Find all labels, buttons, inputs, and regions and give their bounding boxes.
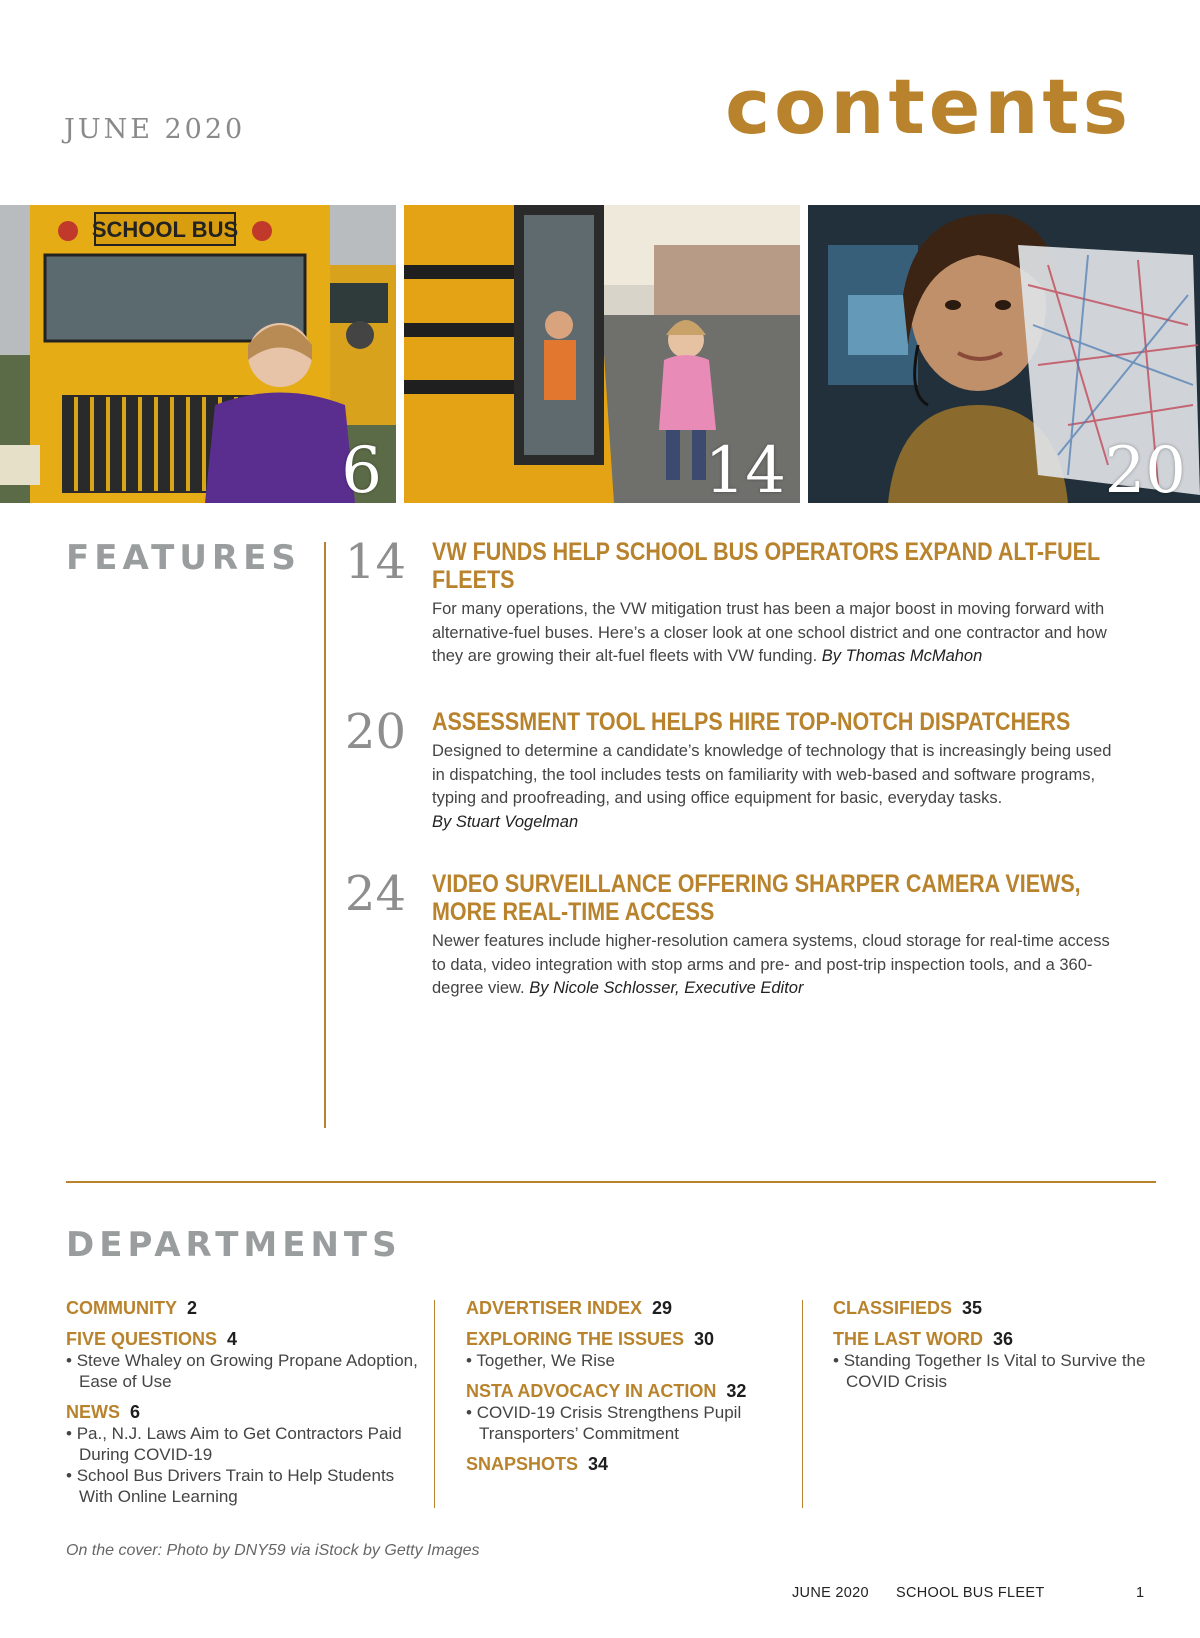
feature-headline[interactable]: ASSESSMENT TOOL HELPS HIRE TOP-NOTCH DISPATCHERS bbox=[432, 708, 1071, 736]
departments-column bbox=[833, 1297, 1153, 1401]
department-item[interactable] bbox=[466, 1453, 786, 1475]
department-item[interactable] bbox=[833, 1297, 1153, 1319]
photo-page-number: 6 bbox=[341, 434, 382, 503]
department-page: 2 bbox=[187, 1298, 198, 1318]
department-page: 29 bbox=[652, 1298, 673, 1318]
issue-date: JUNE 2020 bbox=[64, 114, 246, 145]
department-name[interactable]: EXPLORING THE ISSUES bbox=[466, 1329, 685, 1349]
department-name[interactable]: COMMUNITY bbox=[66, 1298, 177, 1318]
svg-text:SCHOOL BUS: SCHOOL BUS bbox=[91, 217, 239, 242]
footer-page-number: 1 bbox=[1136, 1585, 1145, 1601]
department-page: 34 bbox=[588, 1454, 609, 1474]
department-name[interactable]: CLASSIFIEDS bbox=[833, 1298, 953, 1318]
department-page: 30 bbox=[694, 1329, 715, 1349]
departments-column bbox=[466, 1297, 786, 1484]
departments-heading: DEPARTMENTS bbox=[66, 1225, 402, 1265]
feature-description-text: For many operations, the VW mitigation trust has been a major boost in moving forward with alternative-fuel buses. Here’s a closer look at one school district and one contractor and how they are growing their alt-fuel fleets with VW funding. bbox=[432, 600, 1107, 665]
footer-magazine: SCHOOL BUS FLEET bbox=[896, 1585, 1045, 1601]
features-divider bbox=[324, 542, 326, 1128]
department-name[interactable]: FIVE QUESTIONS bbox=[66, 1329, 218, 1349]
photo-page-number: 20 bbox=[1104, 434, 1186, 503]
feature-headline[interactable]: VIDEO SURVEILLANCE OFFERING SHARPER CAMERA VIEWS, MORE REAL-TIME ACCESS bbox=[432, 870, 1081, 926]
feature-description-text: Newer features include higher-resolution camera systems, cloud storage for real-time access to data, video integration with stop arms and pre- and post-trip inspection tools, and a 360-degree view. bbox=[432, 932, 1110, 997]
feature-description bbox=[432, 740, 1112, 834]
department-subitem: • Standing Together Is Vital to Survive the COVID Crisis bbox=[833, 1350, 1153, 1392]
school-bus-photo bbox=[0, 205, 396, 503]
feature-description bbox=[432, 930, 1112, 1001]
department-item[interactable] bbox=[66, 1328, 426, 1392]
department-page: 32 bbox=[726, 1381, 747, 1401]
footer-issue: JUNE 2020 bbox=[792, 1585, 869, 1601]
department-subitem: • Together, We Rise bbox=[466, 1350, 786, 1371]
cover-credit: On the cover: Photo by DNY59 via iStock by Getty Images bbox=[66, 1542, 480, 1559]
feature-byline: By Nicole Schlosser, Executive Editor bbox=[529, 979, 804, 997]
department-item[interactable] bbox=[66, 1401, 426, 1507]
department-item[interactable] bbox=[466, 1297, 786, 1319]
students-boarding-photo bbox=[404, 205, 800, 503]
department-name[interactable]: THE LAST WORD bbox=[833, 1329, 983, 1349]
department-name[interactable]: NEWS bbox=[66, 1402, 120, 1422]
department-name[interactable]: ADVERTISER INDEX bbox=[466, 1298, 643, 1318]
departments-rule bbox=[66, 1181, 1156, 1183]
page-footer bbox=[792, 1585, 1144, 1601]
feature-page-number: 24 bbox=[344, 866, 406, 922]
department-item[interactable] bbox=[466, 1380, 786, 1444]
department-name[interactable]: NSTA ADVOCACY IN ACTION bbox=[466, 1381, 717, 1401]
feature-page-number: 14 bbox=[344, 534, 406, 590]
department-subitem: • COVID-19 Crisis Strengthens Pupil Transporters’ Commitment bbox=[466, 1402, 786, 1444]
department-subitem: • Steve Whaley on Growing Propane Adoption, Ease of Use bbox=[66, 1350, 426, 1392]
dispatcher-photo bbox=[808, 205, 1200, 503]
department-name[interactable]: SNAPSHOTS bbox=[466, 1454, 579, 1474]
department-subitem: • School Bus Drivers Train to Help Students With Online Learning bbox=[66, 1465, 426, 1507]
feature-description-text: Designed to determine a candidate’s knowledge of technology that is increasingly being used in dispatching, the tool includes tests on familiarity with web-based and software programs, typing and proofreading, and using office equipment for basic, everyday tasks. bbox=[432, 742, 1112, 807]
feature-description bbox=[432, 598, 1112, 669]
feature-byline: By Stuart Vogelman bbox=[432, 812, 579, 831]
department-subitem: • Pa., N.J. Laws Aim to Get Contractors Paid During COVID-19 bbox=[66, 1423, 426, 1465]
department-item[interactable] bbox=[66, 1297, 426, 1319]
page-title: contents bbox=[725, 62, 1132, 151]
department-item[interactable] bbox=[466, 1328, 786, 1371]
feature-page-number: 20 bbox=[344, 704, 406, 760]
column-divider bbox=[802, 1300, 803, 1508]
photo-page-number: 14 bbox=[704, 434, 786, 503]
department-page: 35 bbox=[962, 1298, 983, 1318]
departments-column bbox=[66, 1297, 426, 1516]
column-divider bbox=[434, 1300, 435, 1508]
feature-headline[interactable]: VW FUNDS HELP SCHOOL BUS OPERATORS EXPAND ALT-FUEL FLEETS bbox=[432, 538, 1100, 594]
feature-byline: By Thomas McMahon bbox=[821, 647, 983, 665]
department-page: 36 bbox=[993, 1329, 1014, 1349]
department-item[interactable] bbox=[833, 1328, 1153, 1392]
features-heading: FEATURES bbox=[66, 538, 301, 578]
department-page: 4 bbox=[227, 1329, 238, 1349]
department-page: 6 bbox=[130, 1402, 141, 1422]
